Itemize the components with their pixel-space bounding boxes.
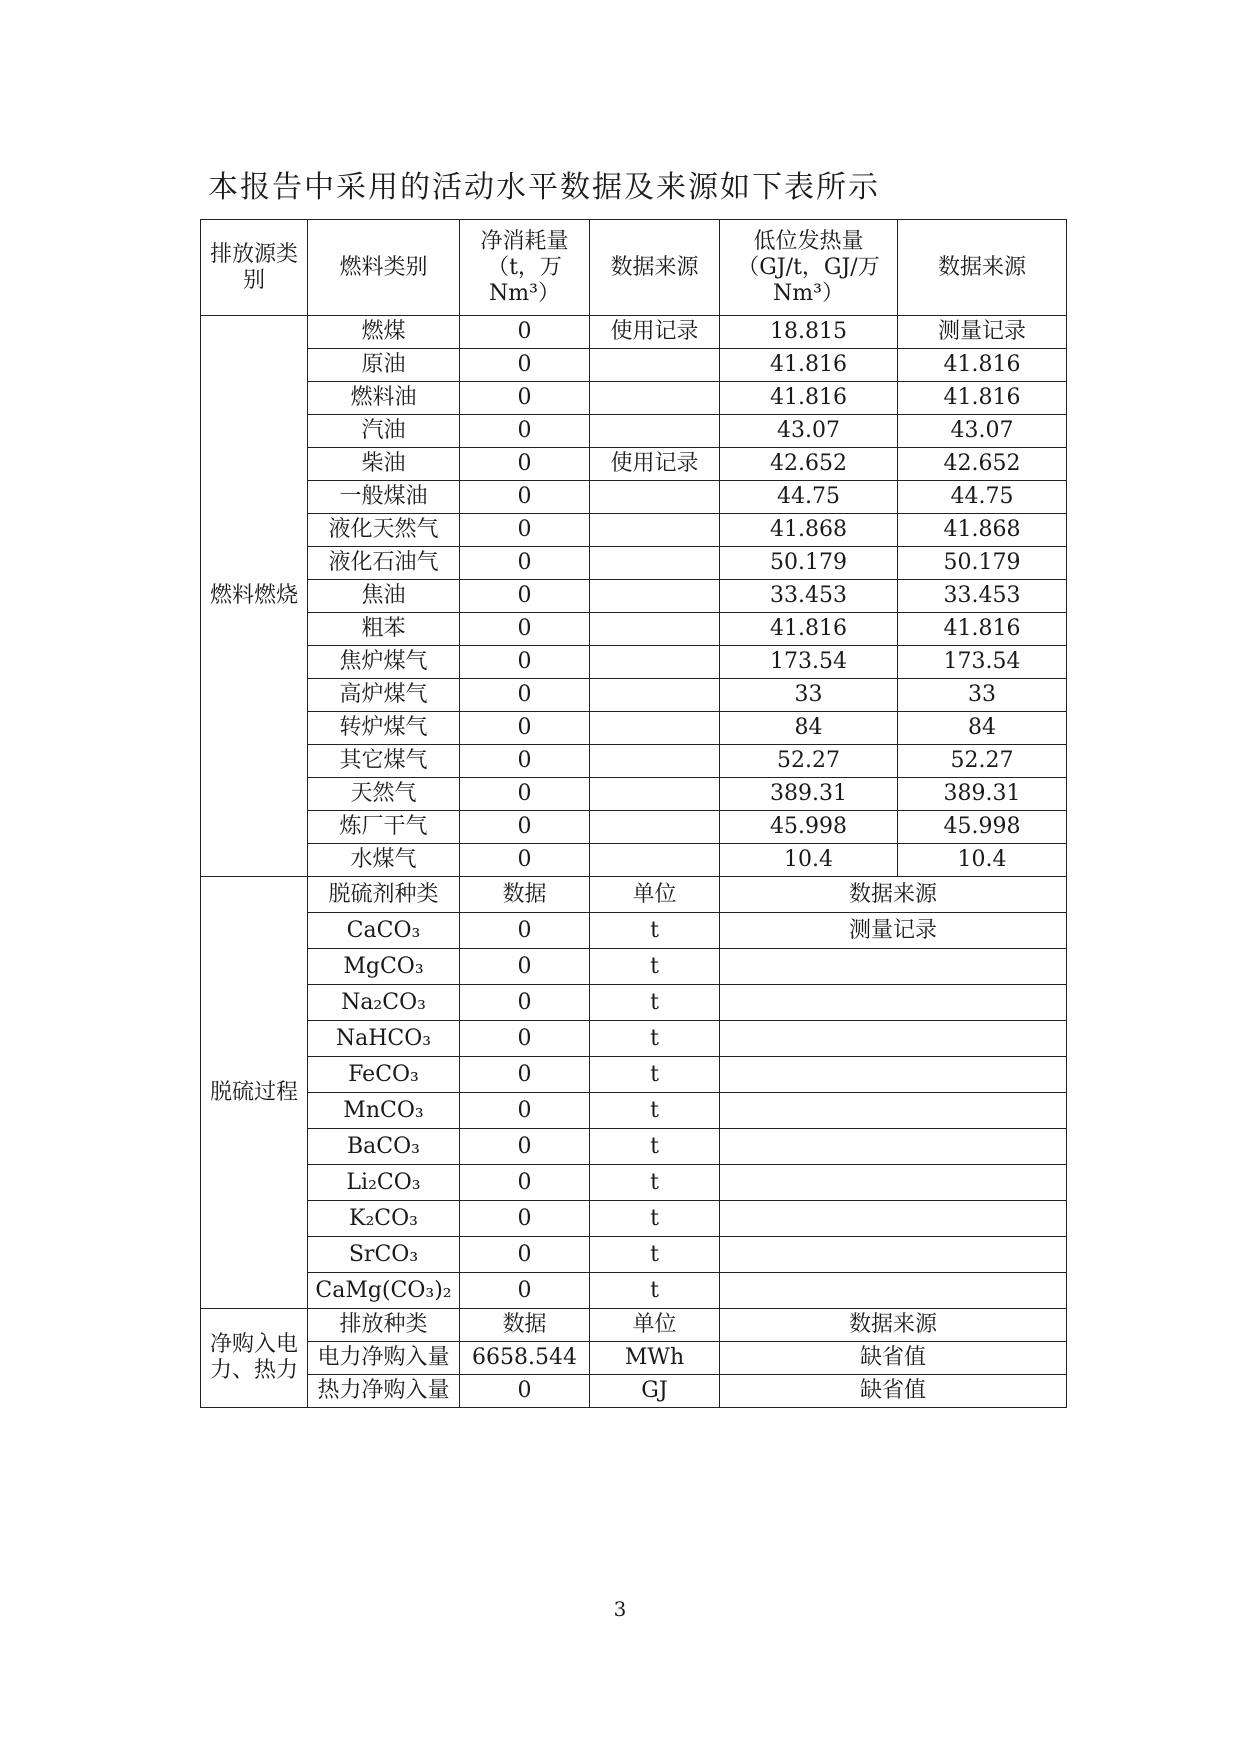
desulf-header-source: 数据来源 bbox=[720, 877, 1067, 913]
desulfurizer-value: 0 bbox=[460, 985, 590, 1021]
desulfurizer-value: 0 bbox=[460, 1165, 590, 1201]
desulf-header-data: 数据 bbox=[460, 877, 590, 913]
fuel-amount: 0 bbox=[460, 514, 590, 547]
fuel-name: 焦炉煤气 bbox=[308, 646, 460, 679]
fuel-name: 汽油 bbox=[308, 415, 460, 448]
fuel-data-source: 使用记录 bbox=[590, 316, 720, 349]
desulfurizer-value: 0 bbox=[460, 1201, 590, 1237]
page-heading: 本报告中采用的活动水平数据及来源如下表所示 bbox=[208, 170, 880, 205]
fuel-data-source bbox=[590, 844, 720, 877]
fuel-amount: 0 bbox=[460, 613, 590, 646]
fuel-data-source bbox=[590, 481, 720, 514]
desulfurizer-name: CaMg(CO₃)₂ bbox=[308, 1273, 460, 1309]
header-ncv-source: 数据来源 bbox=[898, 220, 1067, 316]
fuel-ncv: 389.31 bbox=[720, 778, 898, 811]
fuel-data-source bbox=[590, 349, 720, 382]
fuel-row bbox=[201, 349, 1067, 382]
fuel-ncv: 10.4 bbox=[720, 844, 898, 877]
fuel-data-source bbox=[590, 646, 720, 679]
fuel-name: 天然气 bbox=[308, 778, 460, 811]
fuel-row bbox=[201, 382, 1067, 415]
fuel-amount: 0 bbox=[460, 679, 590, 712]
fuel-name: 水煤气 bbox=[308, 844, 460, 877]
fuel-ncv-source: 10.4 bbox=[898, 844, 1067, 877]
fuel-row bbox=[201, 844, 1067, 877]
fuel-amount: 0 bbox=[460, 778, 590, 811]
fuel-data-source bbox=[590, 679, 720, 712]
desulfurizer-value: 0 bbox=[460, 1237, 590, 1273]
fuel-data-source bbox=[590, 613, 720, 646]
energy-header-row bbox=[201, 1309, 1067, 1342]
fuel-amount: 0 bbox=[460, 448, 590, 481]
header-source-category: 排放源类别 bbox=[201, 220, 308, 316]
desulfurizer-name: Li₂CO₃ bbox=[308, 1165, 460, 1201]
fuel-amount: 0 bbox=[460, 349, 590, 382]
fuel-name: 粗苯 bbox=[308, 613, 460, 646]
desulfurizer-value: 0 bbox=[460, 1273, 590, 1309]
fuel-row bbox=[201, 613, 1067, 646]
desulfurizer-value: 0 bbox=[460, 1129, 590, 1165]
header-ncv: 低位发热量（GJ/t，GJ/万 Nm³） bbox=[720, 220, 898, 316]
desulfurizer-unit: t bbox=[590, 949, 720, 985]
fuel-name: 燃煤 bbox=[308, 316, 460, 349]
table-header-row bbox=[201, 220, 1067, 316]
fuel-name: 液化石油气 bbox=[308, 547, 460, 580]
fuel-ncv-source: 41.816 bbox=[898, 382, 1067, 415]
desulf-row bbox=[201, 1273, 1067, 1309]
fuel-name: 燃料油 bbox=[308, 382, 460, 415]
fuel-name: 炼厂干气 bbox=[308, 811, 460, 844]
desulf-row bbox=[201, 1201, 1067, 1237]
desulfurizer-source bbox=[720, 1165, 1067, 1201]
fuel-amount: 0 bbox=[460, 382, 590, 415]
fuel-ncv-source: 173.54 bbox=[898, 646, 1067, 679]
fuel-ncv-source: 52.27 bbox=[898, 745, 1067, 778]
header-net-consumption: 净消耗量（t，万 Nm³） bbox=[460, 220, 590, 316]
desulf-row bbox=[201, 1093, 1067, 1129]
desulfurizer-value: 0 bbox=[460, 1021, 590, 1057]
fuel-row bbox=[201, 316, 1067, 349]
fuel-ncv: 41.816 bbox=[720, 613, 898, 646]
desulfurizer-source bbox=[720, 1057, 1067, 1093]
energy-row bbox=[201, 1375, 1067, 1408]
desulfurizer-unit: t bbox=[590, 1093, 720, 1129]
desulfurizer-name: BaCO₃ bbox=[308, 1129, 460, 1165]
desulf-row bbox=[201, 985, 1067, 1021]
desulf-row bbox=[201, 913, 1067, 949]
desulfurizer-value: 0 bbox=[460, 913, 590, 949]
desulfurizer-unit: t bbox=[590, 1237, 720, 1273]
desulfurizer-unit: t bbox=[590, 1057, 720, 1093]
fuel-ncv: 50.179 bbox=[720, 547, 898, 580]
desulfurizer-name: MnCO₃ bbox=[308, 1093, 460, 1129]
fuel-row bbox=[201, 712, 1067, 745]
fuel-data-source bbox=[590, 745, 720, 778]
fuel-row bbox=[201, 415, 1067, 448]
fuel-amount: 0 bbox=[460, 580, 590, 613]
fuel-data-source bbox=[590, 580, 720, 613]
fuel-ncv: 44.75 bbox=[720, 481, 898, 514]
energy-value: 6658.544 bbox=[460, 1342, 590, 1375]
fuel-row bbox=[201, 679, 1067, 712]
desulf-row bbox=[201, 1165, 1067, 1201]
desulfurizer-unit: t bbox=[590, 1165, 720, 1201]
desulf-row bbox=[201, 1021, 1067, 1057]
fuel-data-source bbox=[590, 547, 720, 580]
fuel-ncv: 52.27 bbox=[720, 745, 898, 778]
fuel-name: 液化天然气 bbox=[308, 514, 460, 547]
desulfurizer-source bbox=[720, 949, 1067, 985]
fuel-ncv: 41.868 bbox=[720, 514, 898, 547]
desulfurizer-unit: t bbox=[590, 1021, 720, 1057]
fuel-ncv: 43.07 bbox=[720, 415, 898, 448]
energy-unit: MWh bbox=[590, 1342, 720, 1375]
desulfurizer-name: CaCO₃ bbox=[308, 913, 460, 949]
desulfurizer-source: 测量记录 bbox=[720, 913, 1067, 949]
fuel-amount: 0 bbox=[460, 547, 590, 580]
fuel-row bbox=[201, 646, 1067, 679]
desulfurizer-source bbox=[720, 1237, 1067, 1273]
desulfurizer-value: 0 bbox=[460, 949, 590, 985]
energy-header-data: 数据 bbox=[460, 1309, 590, 1342]
desulfurizer-name: NaHCO₃ bbox=[308, 1021, 460, 1057]
fuel-ncv: 41.816 bbox=[720, 382, 898, 415]
desulfurizer-source bbox=[720, 1021, 1067, 1057]
energy-type-name: 电力净购入量 bbox=[308, 1342, 460, 1375]
desulfurizer-source bbox=[720, 1273, 1067, 1309]
fuel-name: 高炉煤气 bbox=[308, 679, 460, 712]
desulfurizer-name: MgCO₃ bbox=[308, 949, 460, 985]
fuel-combustion-label: 燃料燃烧 bbox=[201, 316, 308, 877]
fuel-amount: 0 bbox=[460, 745, 590, 778]
fuel-name: 其它煤气 bbox=[308, 745, 460, 778]
fuel-ncv-source: 33.453 bbox=[898, 580, 1067, 613]
desulfurizer-name: Na₂CO₃ bbox=[308, 985, 460, 1021]
fuel-row bbox=[201, 745, 1067, 778]
fuel-amount: 0 bbox=[460, 811, 590, 844]
energy-unit: GJ bbox=[590, 1375, 720, 1408]
desulfurizer-source bbox=[720, 1093, 1067, 1129]
desulfurizer-value: 0 bbox=[460, 1093, 590, 1129]
desulfurizer-name: SrCO₃ bbox=[308, 1237, 460, 1273]
fuel-data-source bbox=[590, 778, 720, 811]
fuel-name: 焦油 bbox=[308, 580, 460, 613]
desulfurizer-name: FeCO₃ bbox=[308, 1057, 460, 1093]
fuel-ncv: 18.815 bbox=[720, 316, 898, 349]
desulfurizer-unit: t bbox=[590, 1129, 720, 1165]
energy-header-unit: 单位 bbox=[590, 1309, 720, 1342]
desulfurizer-value: 0 bbox=[460, 1057, 590, 1093]
energy-type-name: 热力净购入量 bbox=[308, 1375, 460, 1408]
purchased-energy-label: 净购入电力、热力 bbox=[201, 1309, 308, 1408]
header-fuel-type: 燃料类别 bbox=[308, 220, 460, 316]
fuel-ncv-source: 41.816 bbox=[898, 613, 1067, 646]
fuel-amount: 0 bbox=[460, 844, 590, 877]
fuel-name: 原油 bbox=[308, 349, 460, 382]
desulf-row bbox=[201, 1129, 1067, 1165]
desulfurizer-unit: t bbox=[590, 1201, 720, 1237]
fuel-ncv-source: 33 bbox=[898, 679, 1067, 712]
desulfurizer-unit: t bbox=[590, 1273, 720, 1309]
energy-source: 缺省值 bbox=[720, 1342, 1067, 1375]
fuel-data-source bbox=[590, 382, 720, 415]
fuel-row bbox=[201, 514, 1067, 547]
page-number: 3 bbox=[613, 1597, 627, 1621]
fuel-name: 转炉煤气 bbox=[308, 712, 460, 745]
fuel-name: 一般煤油 bbox=[308, 481, 460, 514]
desulfurization-label: 脱硫过程 bbox=[201, 877, 308, 1309]
fuel-amount: 0 bbox=[460, 712, 590, 745]
energy-header-type: 排放种类 bbox=[308, 1309, 460, 1342]
fuel-ncv-source: 389.31 bbox=[898, 778, 1067, 811]
fuel-row bbox=[201, 778, 1067, 811]
header-data-source: 数据来源 bbox=[590, 220, 720, 316]
fuel-ncv-source: 41.816 bbox=[898, 349, 1067, 382]
fuel-ncv: 45.998 bbox=[720, 811, 898, 844]
fuel-ncv: 173.54 bbox=[720, 646, 898, 679]
fuel-row bbox=[201, 580, 1067, 613]
fuel-amount: 0 bbox=[460, 646, 590, 679]
fuel-ncv-source: 41.868 bbox=[898, 514, 1067, 547]
desulf-header-row bbox=[201, 877, 1067, 913]
fuel-ncv-source: 测量记录 bbox=[898, 316, 1067, 349]
desulfurizer-source bbox=[720, 1201, 1067, 1237]
fuel-amount: 0 bbox=[460, 415, 590, 448]
fuel-ncv: 33 bbox=[720, 679, 898, 712]
fuel-row bbox=[201, 811, 1067, 844]
fuel-ncv: 41.816 bbox=[720, 349, 898, 382]
fuel-amount: 0 bbox=[460, 481, 590, 514]
fuel-data-source bbox=[590, 415, 720, 448]
fuel-ncv-source: 42.652 bbox=[898, 448, 1067, 481]
desulfurizer-unit: t bbox=[590, 985, 720, 1021]
fuel-amount: 0 bbox=[460, 316, 590, 349]
desulf-row bbox=[201, 949, 1067, 985]
desulf-header-unit: 单位 bbox=[590, 877, 720, 913]
fuel-ncv: 84 bbox=[720, 712, 898, 745]
fuel-data-source bbox=[590, 514, 720, 547]
fuel-row bbox=[201, 448, 1067, 481]
energy-source: 缺省值 bbox=[720, 1375, 1067, 1408]
desulfurizer-name: K₂CO₃ bbox=[308, 1201, 460, 1237]
desulfurizer-source bbox=[720, 985, 1067, 1021]
fuel-data-source bbox=[590, 811, 720, 844]
fuel-ncv: 33.453 bbox=[720, 580, 898, 613]
fuel-ncv-source: 45.998 bbox=[898, 811, 1067, 844]
fuel-row bbox=[201, 547, 1067, 580]
energy-header-source: 数据来源 bbox=[720, 1309, 1067, 1342]
fuel-data-source bbox=[590, 712, 720, 745]
fuel-ncv-source: 44.75 bbox=[898, 481, 1067, 514]
fuel-ncv-source: 50.179 bbox=[898, 547, 1067, 580]
fuel-name: 柴油 bbox=[308, 448, 460, 481]
fuel-row bbox=[201, 481, 1067, 514]
activity-data-table bbox=[200, 219, 1067, 1408]
energy-row bbox=[201, 1342, 1067, 1375]
fuel-data-source: 使用记录 bbox=[590, 448, 720, 481]
desulfurizer-unit: t bbox=[590, 913, 720, 949]
desulf-row bbox=[201, 1237, 1067, 1273]
desulf-header-type: 脱硫剂种类 bbox=[308, 877, 460, 913]
desulf-row bbox=[201, 1057, 1067, 1093]
fuel-ncv: 42.652 bbox=[720, 448, 898, 481]
desulfurizer-source bbox=[720, 1129, 1067, 1165]
fuel-ncv-source: 43.07 bbox=[898, 415, 1067, 448]
energy-value: 0 bbox=[460, 1375, 590, 1408]
fuel-ncv-source: 84 bbox=[898, 712, 1067, 745]
